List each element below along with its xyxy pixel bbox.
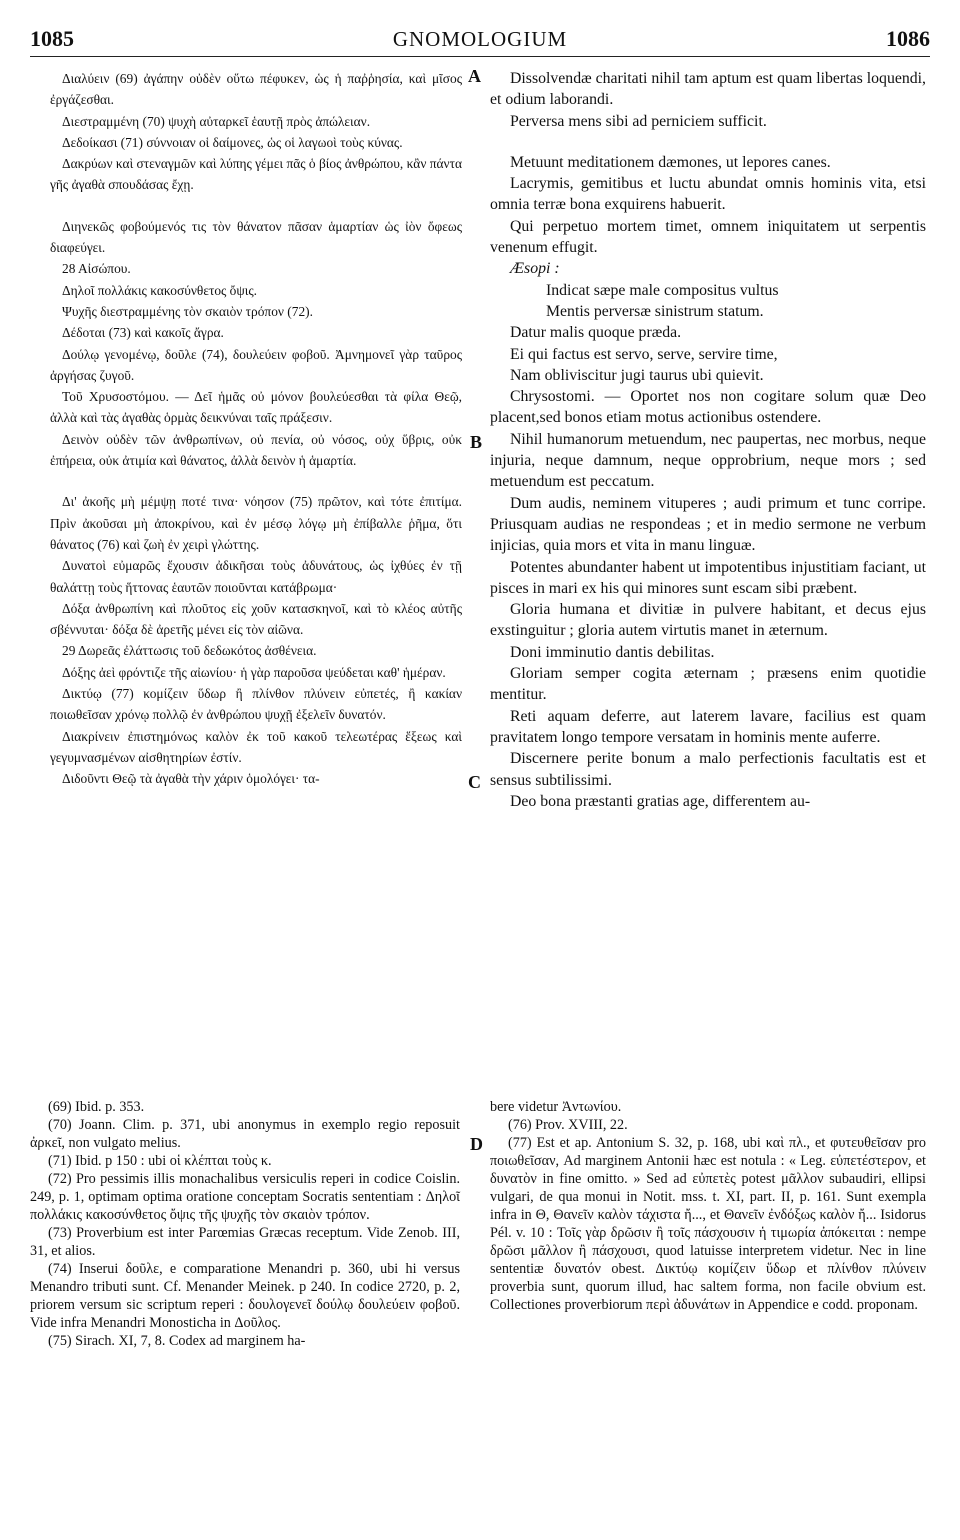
greek-paragraph: Δέδοται (73) καὶ κακοῖς ἄγρα. [62, 325, 224, 341]
footnote: (70) Joann. Clim. p. 371, ubi anonymus in exemplo regio reposuit ἀρκεῖ, non vulgato melius. [30, 1117, 460, 1151]
greek-paragraph: Δεδοίκασι (71) σύννοιαν οἱ δαίμονες, ὡς οἱ λαγωοὶ τοὺς κύνας. [62, 134, 403, 150]
footnotes-left [30, 1098, 460, 1350]
section-marker-d: D [470, 1134, 483, 1154]
greek-paragraph: Διεστραμμένη (70) ψυχὴ αὐταρκεῖ ἑαυτῇ πρὸς ἀπώλειαν. [62, 113, 371, 129]
footnote: (72) Pro pessimis illis monachalibus versiculis reperi in codice Coislin. 249, p. 1, optimam optima oratione conceptam Socratis sententiam : Δηλοῖ πολλάκις κακοσύνθετος ὄψις τῆς ψυχῆς τὸν σκαιὸν τρόπον. [30, 1171, 460, 1223]
greek-paragraph: Ψυχῆς διεστραμμένης τὸν σκαιὸν τρόπον (72). [62, 303, 313, 319]
latin-column [490, 68, 926, 812]
footnote: (76) Prov. XVIII, 22. [508, 1117, 628, 1133]
latin-verse: Indicat sæpe male compositus vultus [546, 281, 779, 299]
footnote: (71) Ibid. p 150 : ubi οἱ κλέπται τοὺς κ. [48, 1153, 272, 1169]
latin-paragraph: Dum audis, neminem vituperes ; audi primum et tunc corripe. Priusquam audias ne respondeas ; et in medio sermone ne verbum injicias, quia mors et vita in manu linguæ. [490, 494, 926, 555]
footnote: (73) Proverbium est inter Parœmias Græcas receptum. Vide Zenob. III, 31, et alios. [30, 1225, 460, 1259]
greek-paragraph: Διαλύειν (69) ἀγάπην οὐδὲν οὕτω πέφυκεν, ὡς ἡ παῤῥησία, καὶ μῖσος ἐργάζεσθαι. [50, 71, 462, 108]
latin-section-heading: Æsopi : [510, 260, 560, 278]
greek-paragraph: Διηνεκῶς φοβούμενός τις τὸν θάνατον πᾶσαν ἁμαρτίαν ὡς ἰὸν ὄφεως διαφεύγει. [50, 218, 462, 256]
section-marker-b: B [470, 432, 483, 452]
footnote: (75) Sirach. XI, 7, 8. Codex ad marginem ha- [48, 1333, 306, 1349]
latin-paragraph: Dissolvendæ charitati nihil tam aptum est quam libertas loquendi, et odium laborandi. [490, 70, 926, 109]
section-marker-a: A [468, 66, 481, 86]
running-title: GNOMOLOGIUM [392, 27, 568, 51]
latin-paragraph: Doni imminutio dantis debilitas. [510, 643, 715, 661]
latin-paragraph: Nihil humanorum metuendum, nec paupertas, nec morbus, neque injuria, neque damnum, neque opprobrium, neque mors ; sed metuendum est peccatum. [490, 430, 926, 491]
section-marker-c: C [468, 772, 481, 792]
greek-paragraph: Δακρύων καὶ στεναγμῶν καὶ λύπης γέμει πᾶς ὁ βίος ἀνθρώπου, κἂν πάντα γῆς ἀγαθὰ σπουδάσας ἔχῃ. [50, 156, 462, 193]
latin-paragraph: Nam obliviscitur jugi taurus ubi quievit. [510, 366, 764, 384]
footnotes-right [490, 1098, 926, 1314]
latin-paragraph: Lacrymis, gemitibus et luctu abundat omnis hominis vita, etsi omnia terræ bona exquirens habuerit. [490, 175, 926, 214]
greek-paragraph: 29 Δωρεᾶς ἐλάττωσις τοῦ δεδωκότος ἀσθένεια. [62, 643, 317, 659]
latin-paragraph: Chrysostomi. — Oportet nos non cogitare solum quæ Deo placent,sed bonos etiam motus actionibus ostendere. [490, 388, 926, 427]
greek-paragraph: Δόξης ἀεὶ φρόντιζε τῆς αἰωνίου· ἡ γὰρ παροῦσα ψεύδεται καθ' ἡμέραν. [62, 664, 446, 680]
right-page-number: 1086 [885, 26, 930, 51]
footnote: bere videtur Ἀντωνίου. [490, 1099, 622, 1115]
latin-paragraph: Ei qui factus est servo, serve, servire time, [510, 345, 778, 363]
greek-paragraph: Δόξα ἀνθρωπίνη καὶ πλοῦτος εἰς χοῦν κατασκηνοῖ, καὶ τὸ κλέος αὐτῆς σβέννυται· δόξα δὲ ἀρετῆς μένει εἰς τὸν αἰῶνα. [50, 600, 462, 638]
greek-paragraph: Τοῦ Χρυσοστόμου. — Δεῖ ἡμᾶς οὐ μόνον βουλεύεσθαι τὰ φίλα Θεῷ, ἀλλὰ καὶ τὰς ἀγαθὰς ὁρμὰς δεικνύναι ταῖς πράξεσιν. [50, 389, 462, 426]
greek-paragraph: Δηλοῖ πολλάκις κακοσύνθετος ὄψις. [62, 282, 258, 298]
greek-column [50, 68, 462, 790]
latin-paragraph: Gloriam semper cogita æternam ; præsens enim quotidie mentitur. [490, 665, 926, 704]
latin-paragraph: Potentes abundanter habent ut impotentibus injustitiam faciant, ut pisces in mari ex his qui minores sunt escam sibi præbent. [490, 558, 926, 597]
footnote: (74) Inserui δοῦλε, e comparatione Menandri p. 360, ubi hi versus Menandro tributi sunt. Cf. Menander Meinek. p 240. In codice 2720, p. 2, priorem versum sic scriptum reperi : δουλογενεῖ δούλῳ δουλεύειν φοβοῦ. Vide infra Menandri Monosticha in Δοῦλος. [30, 1261, 460, 1331]
greek-paragraph: Διακρίνειν ἐπιστημόνως καλὸν ἐκ τοῦ κακοῦ τελεωτέρας ἕξεως καὶ γεγυμνασμένων αἰσθητηρίων ἐστίν. [50, 728, 462, 765]
greek-paragraph: Δεινὸν οὐδὲν τῶν ἀνθρωπίνων, οὐ πενία, οὐ νόσος, οὐχ ὕβρις, οὐκ ἐπήρεια, οὐκ ἀτιμία καὶ θάνατος, ἀλλὰ δεινὸν ἡ ἁμαρτία. [50, 431, 462, 469]
greek-paragraph: Δυνατοὶ εὐμαρῶς ἔχουσιν ἀδικῆσαι τοὺς ἀδυνάτους, ὡς ἰχθύες ἐν τῇ θαλάττῃ τοὺς ἥττονας ἑαυτῶν ποιοῦνται κατάβρωμα· [50, 558, 462, 595]
latin-paragraph: Datur malis quoque præda. [510, 324, 682, 342]
greek-paragraph: Δούλῳ γενομένῳ, δοῦλε (74), δουλεύειν φοβοῦ. Ἀμνημονεῖ γὰρ ταῦρος ἀργήσας ζυγοῦ. [50, 346, 462, 383]
greek-paragraph: Δι' ἀκοῆς μὴ μέμψῃ ποτέ τινα· νόησον (75) πρῶτον, καὶ τότε ἐπιτίμα. Πρὶν ἀκοῦσαι μὴ ἀποκρίνου, καὶ ἐν μέσῳ λόγῳ μὴ ἐπίβαλλε ῥῆμα, ὅτι θάνατος (76) καὶ ζωὴ ἐν χειρὶ γλώττης. [50, 494, 462, 552]
footnote: (77) Est et ap. Antonium S. 32, p. 168, ubi καὶ πλ., et φυτευθεῖσαν pro ποιωθεῖσαν, Ad marginem Antonii hæc est notula : « Leg. εὐπετέστερον, et δυνατὸν in fine omitto. » Sed ad εὐπετὲς potest μᾶλλον subaudiri, ellipsi vulgari, de qua monui in Notit. mss. t. XI, part. II, p. 161. Sunt exempla infra in Θ, Θανεῖν καλὸν τάχιστα ἤ..., et Θανεῖν ἐνδόξως καλὸν ἤ... Isidorus Pél. v. 10 : Τοῖς γὰρ δρῶσιν ἢ τοῖς πάσχουσιν ἡ τιμωρία ἀπόκειται : nempe δρῶσι μᾶλλον ἢ πάσχουσι, quod latuisse interpretem videtur. Nec in line sententiæ δυνατόν obest. Δικτύῳ κομίζειν ὕδωρ et πλίνθον πλύνειν proverbia sunt, quorum illud, hac saltem forma, non facile obvium est. Collectiones proverbiorum περὶ ἀδυνάτων in Appendice e codd. proponam. [490, 1135, 926, 1313]
latin-paragraph: Deo bona præstanti gratias age, differentem au- [510, 792, 811, 810]
latin-paragraph: Reti aquam deferre, aut laterem lavare, facilius est quam pravitatem longo tempore versatam in hominis mente auferre. [490, 707, 926, 746]
page-header [30, 26, 930, 57]
left-page-number: 1085 [30, 26, 74, 51]
latin-paragraph: Metuunt meditationem dæmones, ut lepores canes. [510, 153, 831, 171]
latin-paragraph: Gloria humana et divitiæ in pulvere habitant, et decus ejus exstinguitur ; gloria autem virtutis manet in æternum. [490, 601, 926, 640]
latin-paragraph: Discernere perite bonum a malo perfectionis facultatis est et sensus subtilissimi. [490, 750, 926, 789]
footnote: (69) Ibid. p. 353. [48, 1099, 145, 1115]
greek-paragraph: Δικτύῳ (77) κομίζειν ὕδωρ ἢ πλίνθον πλύνειν εὐπετές, ἢ κακίαν ποιωθεῖσαν χρόνῳ πολλῷ ἐν ἀνθρώπου ψυχῇ ἐξελεῖν δυνατόν. [50, 686, 462, 723]
latin-verse: Mentis perversæ sinistrum statum. [546, 302, 764, 320]
latin-paragraph: Qui perpetuo mortem timet, omnem iniquitatem ut serpentis venenum effugit. [490, 217, 926, 257]
greek-section-heading: 28 Αἰσώπου. [62, 261, 131, 277]
latin-paragraph: Perversa mens sibi ad perniciem sufficit. [510, 112, 767, 130]
greek-paragraph: Διδοῦντι Θεῷ τὰ ἀγαθὰ τὴν χάριν ὁμολόγει· τα- [62, 771, 320, 787]
